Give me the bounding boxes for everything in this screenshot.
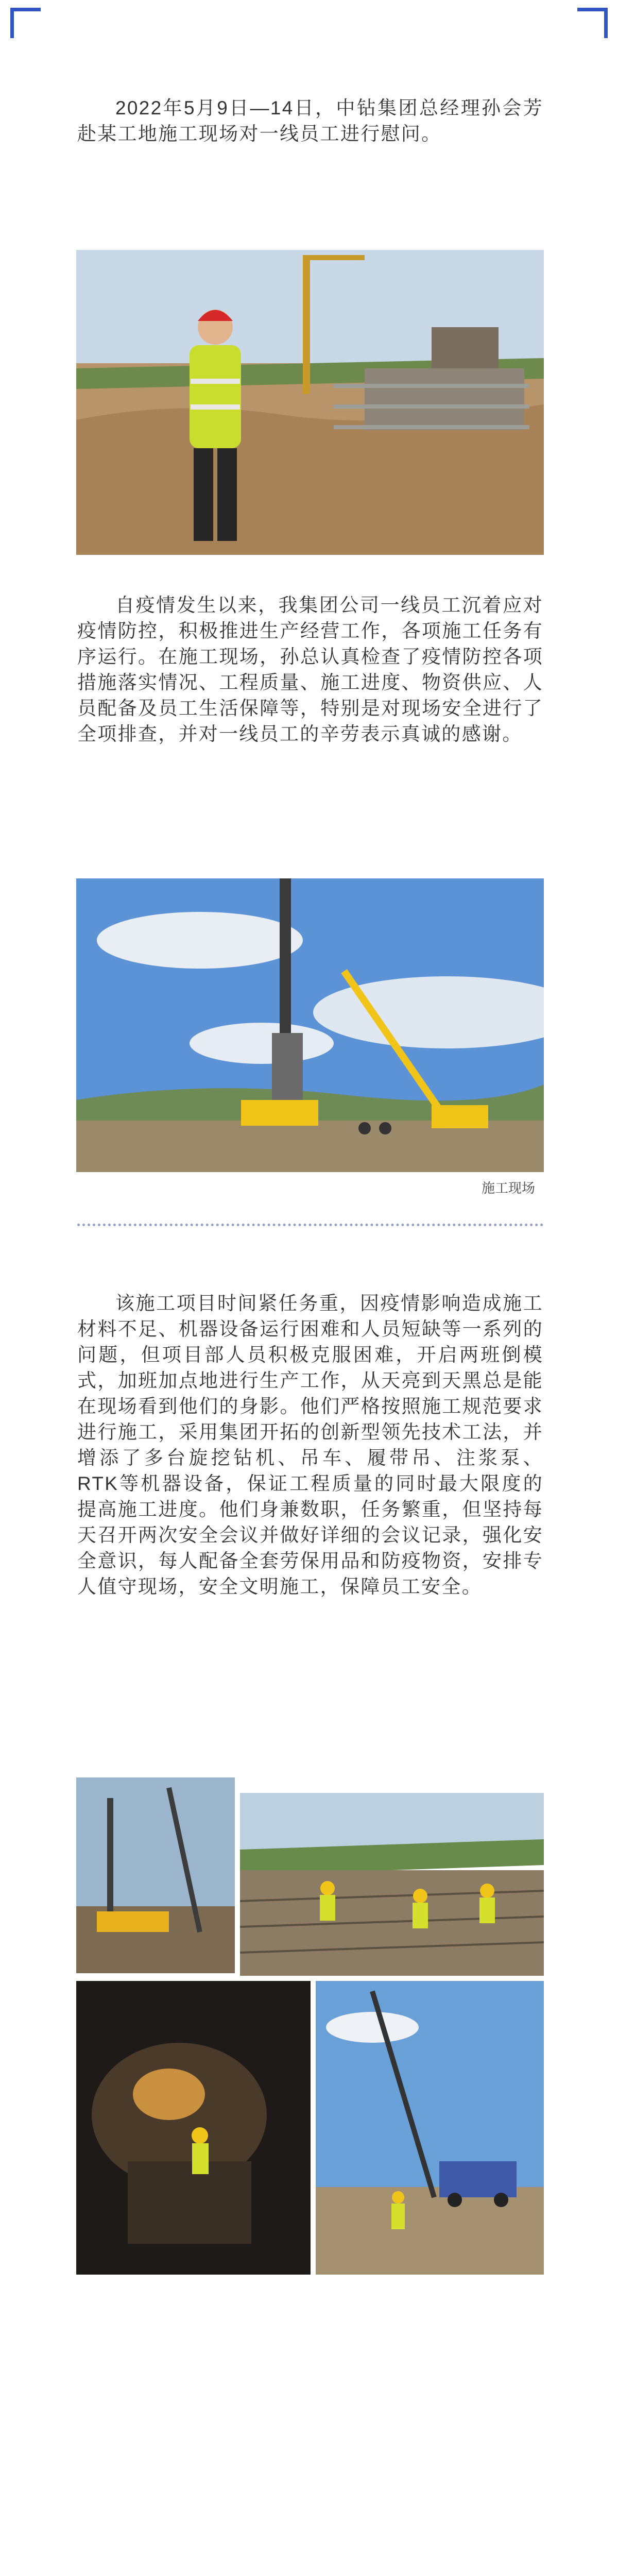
photo-grid-night-work xyxy=(76,1981,311,2275)
top-left-corner xyxy=(10,8,41,38)
photo-caption-site: 施工现场 xyxy=(482,1180,536,1196)
photo-grid-night-rig xyxy=(76,1777,235,1973)
photo-manager-site xyxy=(76,250,544,555)
section-divider-1 xyxy=(77,1224,543,1226)
paragraph-epidemic: 自疫情发生以来，我集团公司一线员工沉着应对疫情防控，积极推进生产经营工作，各项施工任务有序运行。在施工现场，孙总认真检查了疫情防控各项措施落实情况、工程质量、施工进度、物资供应、人员配备及员工生活保障等，特别是对现场安全进行了全项排查，并对一线员工的辛劳表示真诚的感谢。 xyxy=(77,595,543,744)
paragraph-intro: 2022年5月9日—14日，中钻集团总经理孙会芳赴某工地施工现场对一线员工进行慰问。 xyxy=(77,97,543,144)
photo-grid-crane-truck xyxy=(316,1981,544,2275)
paragraph-project: 该施工项目时间紧任务重，因疫情影响造成施工材料不足、机器设备运行困难和人员短缺等一系列的问题，但项目部人员积极克服困难，开启两班倒模式，加班加点地进行生产工作，从天亮到天黑总是能在现场看到他们的身影。他们严格按照施工规范要求进行施工，采用集团开拓的创新型领先技术工法，并增添了多台旋挖钻机、吊车、履带吊、注浆泵、RTK等机器设备，保证工程质量的同时最大限度的提高施工进度。他们身兼数职，任务繁重，但坚持每天召开两次安全会议并做好详细的会议记录，强化安全意识，每人配备全套劳保用品和防疫物资，安排专人值守现场，安全文明施工，保障员工安全。 xyxy=(77,1293,543,1597)
top-right-corner xyxy=(577,8,608,38)
photo-drilling-rig xyxy=(76,878,544,1172)
photo-grid-rebar-workers xyxy=(240,1793,544,1976)
